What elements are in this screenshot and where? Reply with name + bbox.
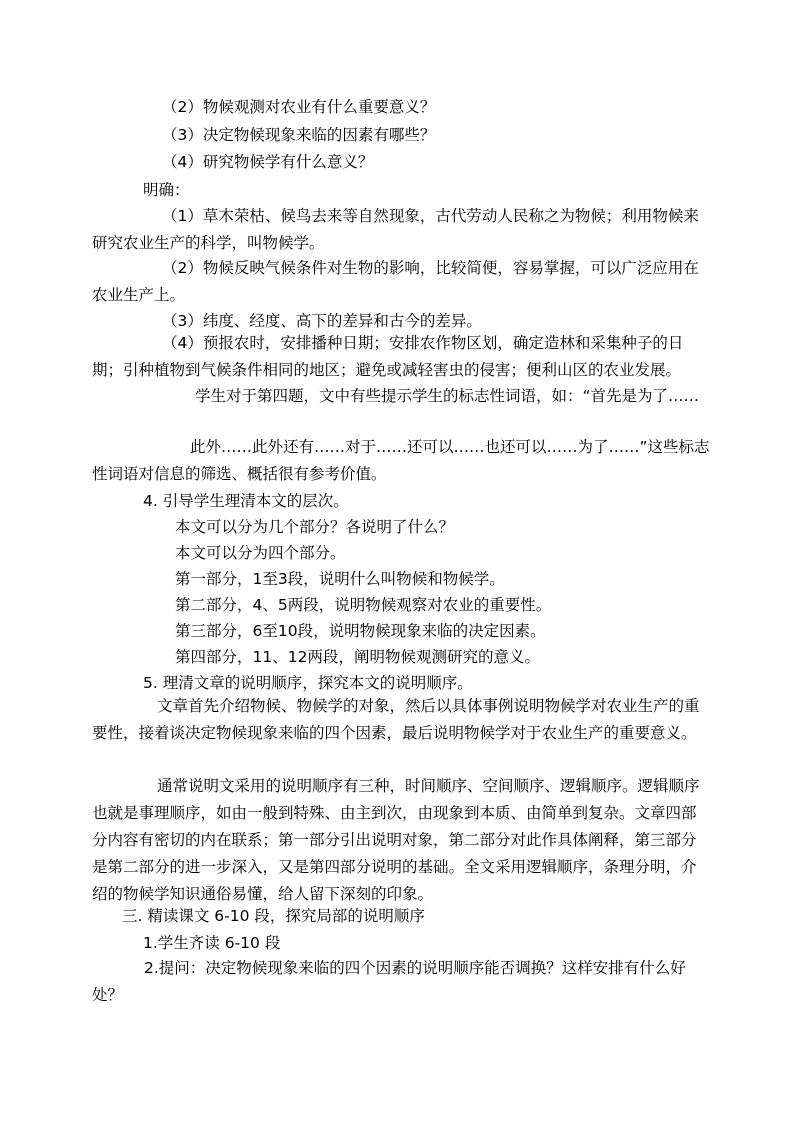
question-4: （4）研究物候学有什么意义？ xyxy=(162,153,374,171)
step4-question: 本文可以分为几个部分？各说明了什么？ xyxy=(175,518,455,536)
answer-3: （3）纬度、经度、高下的差异和古今的差异。 xyxy=(162,312,482,330)
question-2: （2）物候观测对农业有什么重要意义？ xyxy=(162,98,436,116)
section3-item-1: 1.学生齐读 6-10 段 xyxy=(143,934,281,952)
note-line-2: 此外……此外还有……对于……还可以……也还可以……为了……”这些标志性词语对信息的筛选、概括很有参考价值。 xyxy=(92,438,710,483)
step4-part-4: 第四部分，11、12两段，阐明物候观测研究的意义。 xyxy=(175,648,540,666)
step5-paragraph-2: 通常说明文采用的说明顺序有三种，时间顺序、空间顺序、逻辑顺序。逻辑顺序也就是事理顺序，如由一般到特殊、由主到次，由现象到本质、由简单到复杂。文章四部分内容有密切的内在联系；第一部分引出说明对象，第二部分对此作具体阐释，第三部分是第二部分的进一步深入，又是第四部分说明的基础。全文采用逻辑顺序，条理分明，介绍的物候学知识通俗易懂，给人留下深刻的印象。 xyxy=(92,777,700,903)
section3-item-2: 2.提问：决定物候现象来临的四个因素的说明顺序能否调换？这样安排有什么好处？ xyxy=(92,959,686,1004)
section3-heading: 三. 精读课文 6-10 段，探究局部的说明顺序 xyxy=(122,907,425,925)
step4-part-3: 第三部分，6至10段，说明物候现象来临的决定因素。 xyxy=(175,622,546,640)
answer-1: （1）草木荣枯、候鸟去来等自然现象，古代劳动人民称之为物候；利用物候来研究农业生产的科学，叫物候学。 xyxy=(92,207,699,252)
answer-2: （2）物候反映气候条件对生物的影响，比较简便，容易掌握，可以广泛应用在农业生产上。 xyxy=(92,259,699,304)
step4-answer: 本文可以分为四个部分。 xyxy=(175,544,346,562)
step4-part-2: 第二部分，4、5两段，说明物候观察对农业的重要性。 xyxy=(175,596,552,614)
note-line-1: 学生对于第四题，文中有些提示学生的标志性词语，如：“首先是为了…… xyxy=(195,387,700,405)
question-3: （3）决定物候现象来临的因素有哪些？ xyxy=(162,126,436,144)
answer-label: 明确： xyxy=(143,181,190,199)
step4-heading: 4. 引导学生理清本文的层次。 xyxy=(143,492,349,510)
answer-4: （4）预报农时，安排播种日期；安排农作物区划，确定造林和采集种子的日期；引种植物到气候条件相同的地区；避免或减轻害虫的侵害；便利山区的农业发展。 xyxy=(92,334,684,379)
step5-heading: 5. 理清文章的说明顺序，探究本文的说明顺序。 xyxy=(143,674,473,692)
step5-paragraph-1: 文章首先介绍物候、物候学的对象，然后以具体事例说明物候学对农业生产的重要性，接着谈决定物候现象来临的四个因素，最后说明物候学对于农业生产的重要意义。 xyxy=(92,697,700,742)
step4-part-1: 第一部分，1至3段，说明什么叫物候和物候学。 xyxy=(175,570,505,588)
